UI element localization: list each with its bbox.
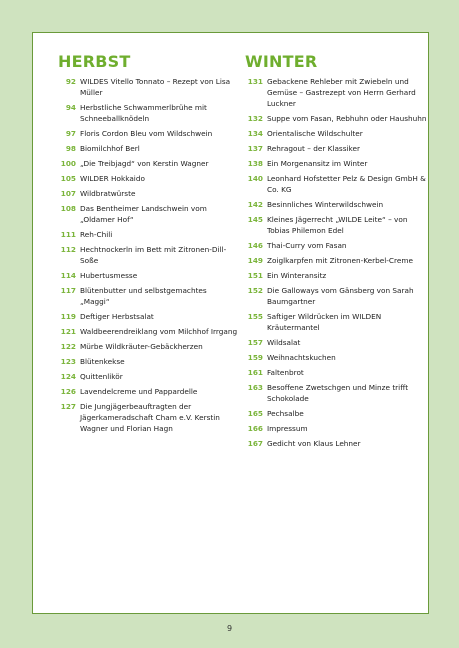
toc-page-number: 152 xyxy=(247,286,263,295)
toc-entry-title: Hubertusmesse xyxy=(80,271,138,280)
toc-entry xyxy=(245,270,427,281)
page-number: 9 xyxy=(226,624,233,633)
toc-entry-title: Die Jungjägerbeauftragten der Jägerkameradschaft Cham e.V. Kerstin Wagner und Florian Hagn xyxy=(80,402,220,433)
toc-page-number: 123 xyxy=(60,357,76,366)
toc-page-number: 94 xyxy=(65,103,76,112)
toc-entry xyxy=(58,229,238,240)
toc-page-number: 107 xyxy=(60,189,76,198)
toc-entry-title: Hechtnockerln im Bett mit Zitronen-Dill-Soße xyxy=(80,245,227,265)
toc-entry-title: Leonhard Hofstetter Pelz & Design GmbH & Co. KG xyxy=(267,174,426,194)
toc-entry xyxy=(245,128,427,139)
toc-entry xyxy=(58,203,238,225)
toc-entry-title: Saftiger Wildrücken im WILDEN Kräutermantel xyxy=(267,312,382,332)
toc-entry-title: Ein Morgenansitz im Winter xyxy=(267,159,368,168)
toc-entry-title: Pechsalbe xyxy=(267,409,304,418)
toc-entry xyxy=(58,143,238,154)
toc-entry xyxy=(58,311,238,322)
toc-entry-title: Lavendelcreme und Pappardelle xyxy=(80,387,198,396)
toc-entry xyxy=(58,188,238,199)
toc-entry xyxy=(245,367,427,378)
autumn-list xyxy=(58,76,238,434)
toc-entry xyxy=(245,113,427,124)
toc-entry-title: WILDER Hokkaido xyxy=(80,174,145,183)
toc-entry xyxy=(58,401,238,434)
toc-entry-title: Blütenkekse xyxy=(80,357,125,366)
toc-page-number: 98 xyxy=(65,144,76,153)
toc-page-number: 112 xyxy=(60,245,76,254)
toc-entry-title: Wildsalat xyxy=(267,338,301,347)
toc-page-number: 166 xyxy=(247,424,263,433)
toc-entry-title: Suppe vom Fasan, Rebhuhn oder Haushuhn xyxy=(267,114,427,123)
toc-entry-title: Impressum xyxy=(267,424,308,433)
toc-page-number: 114 xyxy=(60,271,76,280)
winter-column xyxy=(245,53,427,453)
toc-entry-title: Gedicht von Klaus Lehner xyxy=(267,439,361,448)
toc-entry xyxy=(58,326,238,337)
toc-entry-title: Die Galloways vom Gänsberg von Sarah Baumgartner xyxy=(267,286,414,306)
toc-entry xyxy=(245,214,427,236)
toc-entry xyxy=(58,371,238,382)
toc-page-number: 134 xyxy=(247,129,263,138)
toc-entry xyxy=(58,244,238,266)
toc-page-number: 137 xyxy=(247,144,263,153)
toc-entry xyxy=(58,386,238,397)
toc-entry xyxy=(245,240,427,251)
toc-page-number: 167 xyxy=(247,439,263,448)
toc-page-number: 146 xyxy=(247,241,263,250)
toc-entry-title: Blütenbutter und selbstgemachtes „Maggi“ xyxy=(80,286,207,306)
toc-entry xyxy=(245,76,427,109)
toc-entry-title: Gebackene Rehleber mit Zwiebeln und Gemüse – Gastrezept von Herrn Gerhard Luckner xyxy=(267,77,416,108)
toc-entry xyxy=(245,255,427,266)
toc-page-number: 122 xyxy=(60,342,76,351)
toc-page-number: 119 xyxy=(60,312,76,321)
autumn-column xyxy=(58,53,238,438)
toc-entry xyxy=(58,158,238,169)
winter-heading: WINTER xyxy=(245,52,318,71)
toc-page-number: 127 xyxy=(60,402,76,411)
toc-page-number: 149 xyxy=(247,256,263,265)
toc-entry-title: Biomilchhof Berl xyxy=(80,144,140,153)
toc-entry xyxy=(245,173,427,195)
autumn-heading: HERBST xyxy=(58,52,131,71)
toc-entry-title: Besinnliches Winterwildschwein xyxy=(267,200,384,209)
winter-list xyxy=(245,76,427,449)
toc-entry xyxy=(58,128,238,139)
toc-entry xyxy=(58,270,238,281)
toc-page-number: 132 xyxy=(247,114,263,123)
toc-page-number: 111 xyxy=(60,230,76,239)
toc-entry xyxy=(245,158,427,169)
toc-page-number: 124 xyxy=(60,372,76,381)
toc-page-number: 145 xyxy=(247,215,263,224)
toc-entry-title: Weihnachtskuchen xyxy=(267,353,336,362)
toc-entry-title: „Die Treibjagd“ von Kerstin Wagner xyxy=(80,159,209,168)
toc-page-number: 163 xyxy=(247,383,263,392)
toc-page-number: 165 xyxy=(247,409,263,418)
toc-entry xyxy=(245,285,427,307)
toc-page-number: 159 xyxy=(247,353,263,362)
toc-page-number: 97 xyxy=(65,129,76,138)
toc-entry xyxy=(245,438,427,449)
toc-entry xyxy=(245,311,427,333)
toc-page-number: 138 xyxy=(247,159,263,168)
toc-entry xyxy=(58,76,238,98)
toc-entry-title: Das Bentheimer Landschwein vom „Oldamer Hof“ xyxy=(80,204,207,224)
toc-entry xyxy=(58,356,238,367)
toc-entry xyxy=(245,337,427,348)
toc-entry-title: WILDES Vitello Tonnato – Rezept von Lisa Müller xyxy=(80,77,231,97)
toc-page xyxy=(32,32,429,614)
toc-entry-title: Rehragout – der Klassiker xyxy=(267,144,361,153)
toc-page-number: 157 xyxy=(247,338,263,347)
toc-entry xyxy=(245,408,427,419)
toc-entry xyxy=(58,102,238,124)
toc-entry xyxy=(245,382,427,404)
toc-page-number: 108 xyxy=(60,204,76,213)
toc-page-number: 92 xyxy=(65,77,76,86)
toc-entry-title: Wildbratwürste xyxy=(80,189,136,198)
toc-entry xyxy=(245,423,427,434)
toc-entry-title: Waldbeerendreiklang vom Milchhof Irrgang xyxy=(80,327,238,336)
toc-entry-title: Thai-Curry vom Fasan xyxy=(267,241,347,250)
toc-entry-title: Zoiglkarpfen mit Zitronen-Kerbel-Creme xyxy=(267,256,413,265)
toc-entry-title: Quittenlikör xyxy=(80,372,123,381)
toc-entry-title: Herbstliche Schwammerlbrühe mit Schneeballknödeln xyxy=(80,103,207,123)
toc-entry xyxy=(245,352,427,363)
toc-entry-title: Ein Winteransitz xyxy=(267,271,327,280)
toc-entry xyxy=(245,143,427,154)
toc-entry-title: Kleines Jägerrecht „WILDE Leite“ – von Tobias Philemon Edel xyxy=(267,215,408,235)
toc-page-number: 151 xyxy=(247,271,263,280)
toc-page-number: 100 xyxy=(60,159,76,168)
toc-page-number: 155 xyxy=(247,312,263,321)
toc-entry-title: Orientalische Wildschulter xyxy=(267,129,363,138)
toc-entry-title: Faltenbrot xyxy=(267,368,304,377)
toc-page-number: 126 xyxy=(60,387,76,396)
toc-entry xyxy=(58,173,238,184)
toc-page-number: 117 xyxy=(60,286,76,295)
toc-page-number: 121 xyxy=(60,327,76,336)
toc-entry xyxy=(245,199,427,210)
toc-entry-title: Mürbe Wildkräuter-Gebäckherzen xyxy=(80,342,203,351)
toc-page-number: 161 xyxy=(247,368,263,377)
toc-entry-title: Reh-Chili xyxy=(80,230,113,239)
toc-page-number: 105 xyxy=(60,174,76,183)
toc-page-number: 142 xyxy=(247,200,263,209)
toc-entry-title: Deftiger Herbstsalat xyxy=(80,312,154,321)
toc-page-number: 131 xyxy=(247,77,263,86)
toc-entry xyxy=(58,341,238,352)
toc-page-number: 140 xyxy=(247,174,263,183)
toc-entry xyxy=(58,285,238,307)
toc-entry-title: Floris Cordon Bleu vom Wildschwein xyxy=(80,129,213,138)
toc-entry-title: Besoffene Zwetschgen und Minze trifft Schokolade xyxy=(267,383,409,403)
